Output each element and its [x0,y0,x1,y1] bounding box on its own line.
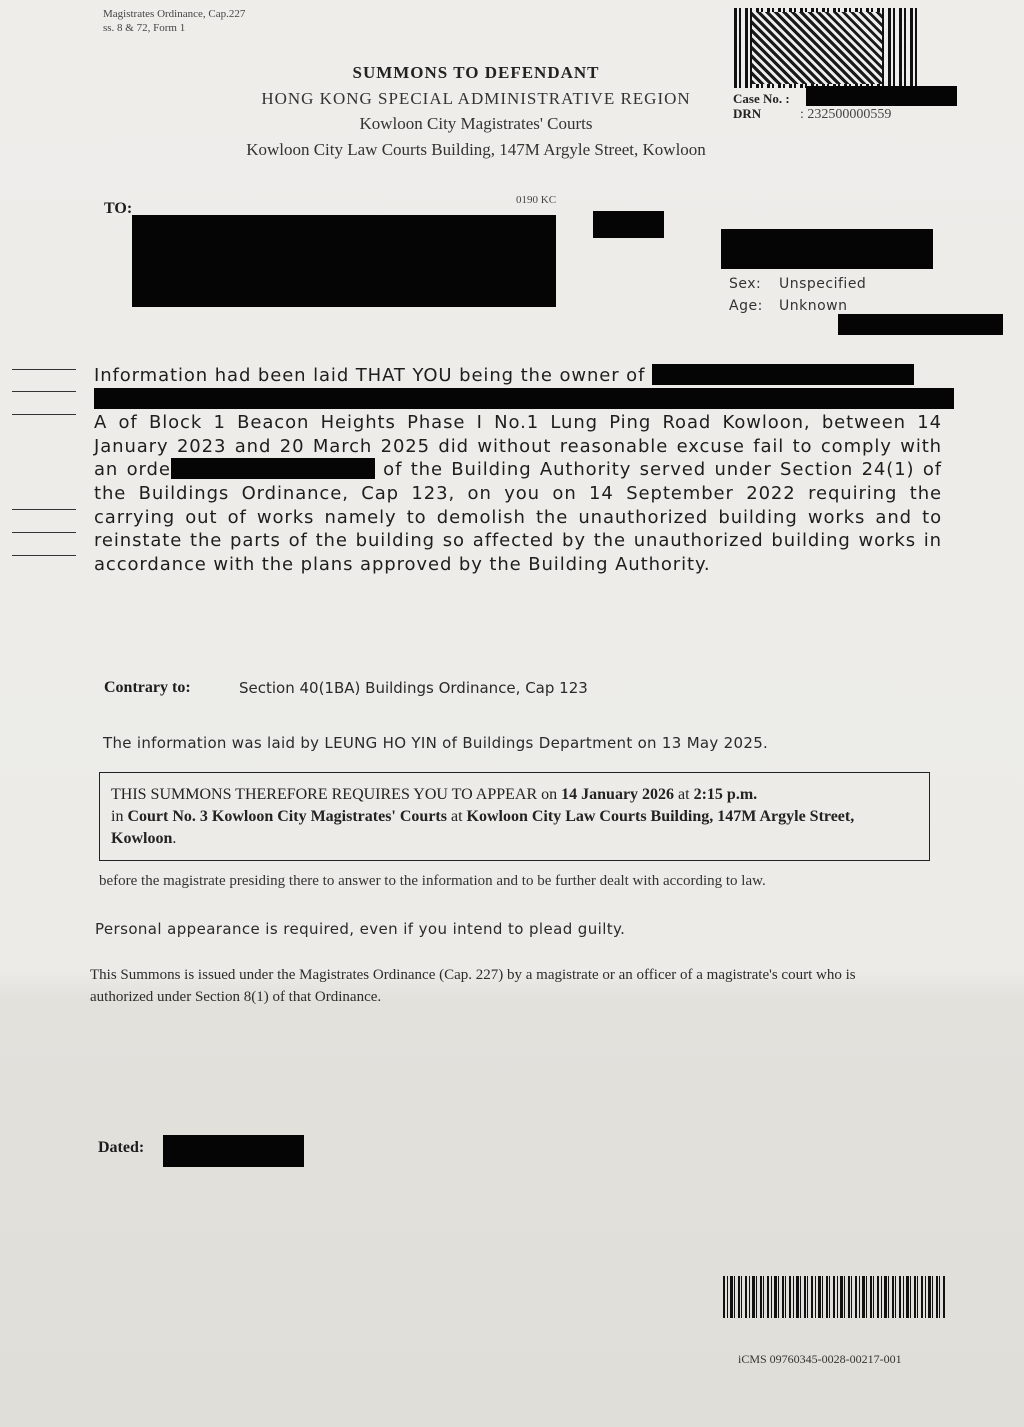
redacted-id [838,314,1003,335]
form-ref-line1: Magistrates Ordinance, Cap.227 [103,8,246,20]
redacted-recipient-address [132,215,556,307]
form-reference [103,7,245,35]
region-name: HONG KONG SPECIAL ADMINISTRATIVE REGION [261,89,691,108]
court-address: Kowloon City Law Courts Building, 147M Argyle Street, Kowloon [246,140,706,159]
recipient-code: 0190 KC [516,194,557,206]
information-line1: Information had been laid THAT YOU being the owner of [94,365,646,386]
icms-reference: iCMS 09760345-0028-00217-001 [738,1352,902,1366]
appear-court-name: Kowloon City Magistrates' Courts [211,808,447,825]
information-part3: of the Building Authority served under Section 24(1) of the Buildings Ordinance, Cap 123, on you on 14 September 2022 requiring the carrying out of works namely to demolish the unauthorized building works and to reinstate the parts of the building so affected by the unauthorized building works in accordance with the plans approved by the Building Authority. [94,459,942,575]
age-row [729,298,848,314]
redacted-property-line [94,388,954,409]
appear-in: in [111,808,124,825]
appear-court-no: Court No. 3 [127,808,208,825]
appear-at: at [678,786,690,803]
appear-date: 14 January 2026 [561,786,675,803]
margin-line [12,414,76,415]
to-label: TO: [104,200,133,217]
redacted-case-no [806,86,957,106]
barcode [723,1276,947,1318]
redacted-field [593,211,664,238]
age-label: Age: [729,298,763,314]
redacted-order-no [171,458,375,479]
issued-under-text: This Summons is issued under the Magistrates Ordinance (Cap. 227) by a magistrate or an officer of a magistrate's court who is authorized under Section 8(1) of that Ordinance. [90,967,856,1005]
appear-lead: THIS SUMMONS THEREFORE REQUIRES YOU TO APPEAR [111,786,538,803]
sex-label: Sex: [729,276,762,292]
redacted-name [721,229,933,269]
sex-value: Unspecified [779,276,867,292]
margin-line [12,369,76,370]
drn-label: DRN [733,106,762,121]
qr-code-pattern [752,12,882,84]
form-ref-line2: ss. 8 & 72, Form 1 [103,22,186,34]
contrary-value: Section 40(1BA) Buildings Ordinance, Cap 123 [239,679,588,697]
margin-line [12,532,76,533]
laid-by-statement: The information was laid by LEUNG HO YIN of Buildings Department on 13 May 2025. [103,734,769,752]
appear-on: on [541,786,558,803]
information-paragraph [94,364,942,576]
redacted-property [652,364,914,385]
appear-venue: Kowloon City Law Courts Building, 147M Argyle Street, Kowloon [111,808,855,847]
appear-time: 2:15 p.m. [693,786,758,803]
appear-at2: at [450,808,463,825]
age-value: Unknown [779,298,848,314]
appearance-box [99,772,930,861]
appear-period: . [172,830,177,847]
margin-line [12,391,76,392]
personal-appearance-text: Personal appearance is required, even if you intend to plead guilty. [95,920,626,938]
before-magistrate-text: before the magistrate presiding there to answer to the information and to be further dealt with according to law. [99,873,766,889]
dated-label: Dated: [98,1139,145,1156]
contrary-label: Contrary to: [104,679,191,696]
redacted-date [163,1135,304,1167]
sex-row [729,276,866,292]
margin-line [12,555,76,556]
case-no-label: Case No. : [733,91,790,106]
court-name: Kowloon City Magistrates' Courts [359,114,593,133]
margin-line [12,509,76,510]
information-part2: A of Block 1 Beacon Heights Phase I No.1 Lung Ping Road Kowloon, between 14 January 2023 and 20 March 2025 did without reasonable excuse fail to comply with an orde [94,412,942,481]
appearance-text [111,784,901,850]
document-title: SUMMONS TO DEFENDANT [352,63,600,82]
qr-code [734,8,918,88]
drn-value: : 232500000559 [800,107,892,122]
